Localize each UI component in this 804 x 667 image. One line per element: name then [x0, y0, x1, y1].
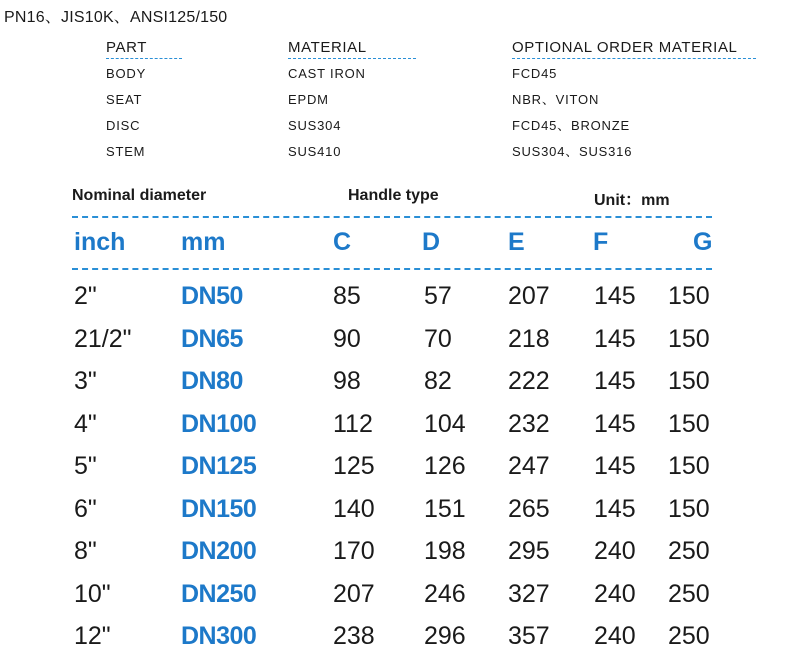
cell-d: 70 — [424, 324, 452, 353]
header-underline — [106, 58, 182, 59]
material-col-part — [106, 38, 182, 165]
standards-title: PN16、JIS10K、ANSI125/150 — [4, 9, 228, 26]
cell-inch: 12" — [74, 622, 111, 650]
cell-c: 112 — [333, 409, 373, 438]
cell-dn: DN65 — [181, 324, 243, 353]
cell-inch: 21/2" — [74, 324, 132, 353]
caption-unit: Unit：mm — [594, 192, 670, 209]
cell-e: 295 — [508, 537, 550, 565]
cell-inch: 10" — [74, 579, 111, 608]
cell-g: 150 — [668, 494, 710, 523]
cell-f: 145 — [594, 409, 636, 438]
header-material: MATERIAL — [288, 39, 367, 56]
cell-part: SEAT — [106, 92, 143, 107]
cell-material: SUS410 — [288, 144, 342, 159]
cell-c: 125 — [333, 452, 375, 480]
caption-nominal-diameter: Nominal diameter — [72, 187, 207, 204]
header-bottom-rule — [72, 268, 712, 270]
cell-optional: FCD45 — [512, 66, 558, 81]
header-inch: inch — [74, 228, 126, 256]
cell-inch: 8" — [74, 537, 97, 565]
cell-part: BODY — [106, 66, 147, 81]
cell-c: 207 — [333, 579, 375, 608]
cell-f: 145 — [594, 282, 636, 310]
cell-inch: 2" — [74, 282, 97, 310]
cell-g: 150 — [668, 282, 710, 310]
cell-inch: 3" — [74, 367, 97, 395]
header-d: D — [422, 228, 441, 256]
cell-d: 246 — [424, 579, 466, 608]
header-part: PART — [106, 39, 148, 56]
cell-dn: DN200 — [181, 537, 257, 565]
header-underline — [288, 58, 416, 59]
cell-dn: DN250 — [181, 579, 257, 608]
cell-g: 150 — [668, 409, 710, 438]
cell-inch: 6" — [74, 494, 97, 523]
header-c: C — [333, 228, 352, 256]
header-underline — [512, 58, 756, 59]
cell-c: 140 — [333, 494, 375, 523]
cell-e: 327 — [508, 579, 550, 608]
cell-part: STEM — [106, 144, 146, 159]
cell-dn: DN50 — [181, 282, 243, 310]
header-optional-material: OPTIONAL ORDER MATERIAL — [512, 39, 738, 56]
cell-d: 57 — [424, 282, 452, 310]
cell-optional: NBR、VITON — [512, 92, 600, 107]
cell-c: 90 — [333, 324, 361, 353]
cell-dn: DN300 — [181, 622, 257, 650]
cell-e: 222 — [508, 367, 550, 395]
cell-e: 207 — [508, 282, 550, 310]
cell-f: 240 — [594, 579, 636, 608]
cell-f: 240 — [594, 622, 636, 650]
cell-material: EPDM — [288, 92, 329, 107]
cell-c: 238 — [333, 622, 375, 650]
cell-f: 145 — [594, 324, 636, 353]
header-g: G — [693, 228, 713, 256]
cell-e: 247 — [508, 452, 550, 480]
cell-d: 296 — [424, 622, 466, 650]
cell-part: DISC — [106, 118, 141, 133]
cell-d: 82 — [424, 367, 452, 395]
cell-optional: FCD45、BRONZE — [512, 118, 630, 133]
cell-inch: 4" — [74, 409, 97, 438]
cell-e: 218 — [508, 324, 550, 353]
cell-c: 85 — [333, 282, 361, 310]
cell-e: 232 — [508, 409, 550, 438]
cell-dn: DN150 — [181, 494, 257, 523]
cell-g: 250 — [668, 579, 710, 608]
cell-dn: DN100 — [181, 409, 257, 438]
cell-f: 145 — [594, 494, 636, 523]
cell-g: 150 — [668, 367, 710, 395]
cell-material: SUS304 — [288, 118, 342, 133]
cell-dn: DN125 — [181, 452, 257, 480]
cell-d: 151 — [424, 494, 466, 523]
cell-d: 104 — [424, 409, 466, 438]
cell-material: CAST IRON — [288, 66, 366, 81]
cell-f: 240 — [594, 537, 636, 565]
cell-d: 126 — [424, 452, 466, 480]
cell-f: 145 — [594, 367, 636, 395]
cell-dn: DN80 — [181, 367, 243, 395]
cell-g: 250 — [668, 537, 710, 565]
header-top-rule — [72, 216, 712, 218]
cell-e: 357 — [508, 622, 550, 650]
cell-inch: 5" — [74, 452, 97, 480]
cell-optional: SUS304、SUS316 — [512, 144, 633, 159]
cell-c: 98 — [333, 367, 361, 395]
cell-g: 150 — [668, 324, 710, 353]
header-e: E — [508, 228, 525, 256]
header-f: F — [593, 228, 609, 256]
caption-handle-type: Handle type — [348, 187, 439, 204]
material-col-material — [288, 38, 416, 165]
header-mm: mm — [181, 228, 226, 256]
cell-g: 250 — [668, 622, 710, 650]
material-col-optional — [512, 38, 756, 165]
cell-g: 150 — [668, 452, 710, 480]
cell-f: 145 — [594, 452, 636, 480]
material-table — [0, 0, 804, 170]
cell-e: 265 — [508, 494, 550, 523]
cell-d: 198 — [424, 537, 466, 565]
cell-c: 170 — [333, 537, 375, 565]
